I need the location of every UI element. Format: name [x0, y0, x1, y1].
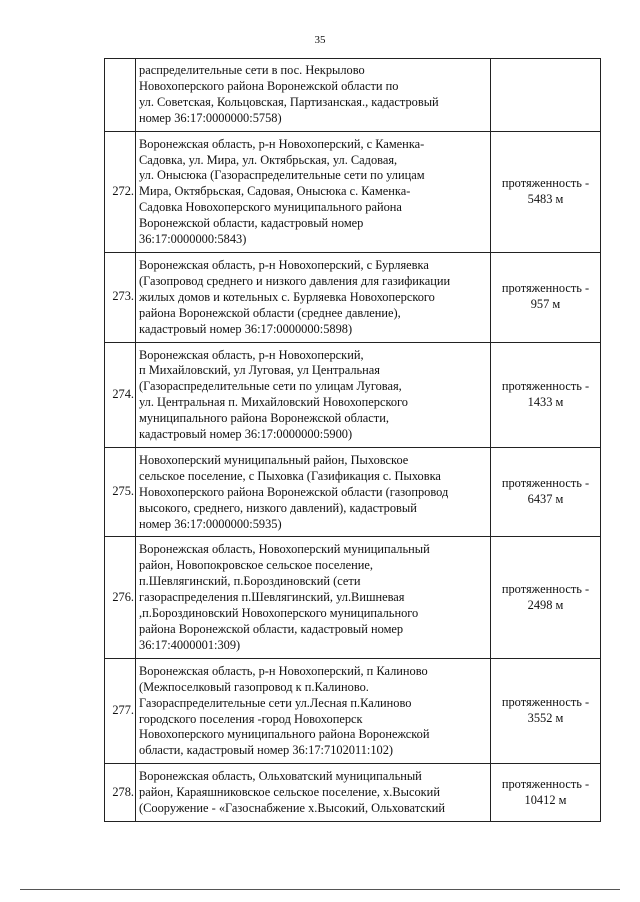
row-length: протяженность - 957 м	[491, 252, 601, 342]
row-number: 275.	[105, 447, 136, 537]
table-row	[105, 342, 601, 447]
row-description: Новохоперский муниципальный район, Пыховское сельское поселение, с Пыховка (Газификация с. Пыховка Новохоперского района Воронежской области (газопровод высокого, среднего, низкого давлений), кадастровый номер 36:17:0000000:5935)	[136, 447, 491, 537]
page-number: 35	[314, 34, 326, 46]
row-description: Воронежская область, р-н Новохоперский, с Бурляевка (Газопровод среднего и низкого давления для газификации жилых домов и котельных с. Бурляевка Новохоперского района Воронежской области (среднее давление), кадастровый номер 36:17:0000000:5898)	[136, 252, 491, 342]
row-length: протяженность - 10412 м	[491, 764, 601, 822]
row-number: 274.	[105, 342, 136, 447]
row-number: 273.	[105, 252, 136, 342]
row-number: 272.	[105, 131, 136, 252]
row-length: протяженность - 2498 м	[491, 537, 601, 658]
property-registry-table	[104, 58, 601, 822]
table-row	[105, 447, 601, 537]
row-length: протяженность - 5483 м	[491, 131, 601, 252]
row-length	[491, 59, 601, 132]
row-number	[105, 59, 136, 132]
table-row	[105, 252, 601, 342]
row-length: протяженность - 3552 м	[491, 658, 601, 763]
table-row	[105, 537, 601, 658]
row-length: протяженность - 1433 м	[491, 342, 601, 447]
table-row	[105, 131, 601, 252]
table-row	[105, 658, 601, 763]
row-number: 276.	[105, 537, 136, 658]
row-description: Воронежская область, р-н Новохоперский, с Каменка- Садовка, ул. Мира, ул. Октябрьская, ул. Садовая, ул. Онысюка (Газораспределительные сети по улицам Мира, Октябрьская, Садовая, Онысюка с. Каменка- Садовка Новохоперского муниципального района Воронежской области, кадастровый номер 36:17:0000000:5843)	[136, 131, 491, 252]
row-description: Воронежская область, Новохоперский муниципальный район, Новопокровское сельское поселение, п.Шевлягинский, п.Бороздиновский (сети газораспределения п.Шевлягинский, ул.Вишневая ,п.Бороздиновский Новохоперского муниципального района Воронежской области, кадастровый номер 36:17:4000001:309)	[136, 537, 491, 658]
row-length: протяженность - 6437 м	[491, 447, 601, 537]
row-number: 277.	[105, 658, 136, 763]
row-number: 278.	[105, 764, 136, 822]
table-row	[105, 764, 601, 822]
row-description: Воронежская область, р-н Новохоперский, п Калиново (Межпоселковый газопровод к п.Калиново. Газораспределительные сети ул.Лесная п.Калиново городского поселения -город Новохоперск Новохоперского муниципального района Воронежской области, кадастровый номер 36:17:7102011:102)	[136, 658, 491, 763]
row-description: Воронежская область, р-н Новохоперский, п Михайловский, ул Луговая, ул Центральная (Газораспределительные сети по улицам Луговая, ул. Центральная п. Михайловский Новохоперского муниципального района Воронежской области, кадастровый номер 36:17:0000000:5900)	[136, 342, 491, 447]
row-description: распределительные сети в пос. Некрылово Новохоперского района Воронежской области по ул. Советская, Кольцовская, Партизанская., кадастровый номер 36:17:0000000:5758)	[136, 59, 491, 132]
row-description: Воронежская область, Ольховатский муниципальный район, Караяшниковское сельское поселение, х.Высокий (Сооружение - «Газоснабжение х.Высокий, Ольховатский	[136, 764, 491, 822]
table-row	[105, 59, 601, 132]
bottom-divider	[20, 889, 620, 890]
